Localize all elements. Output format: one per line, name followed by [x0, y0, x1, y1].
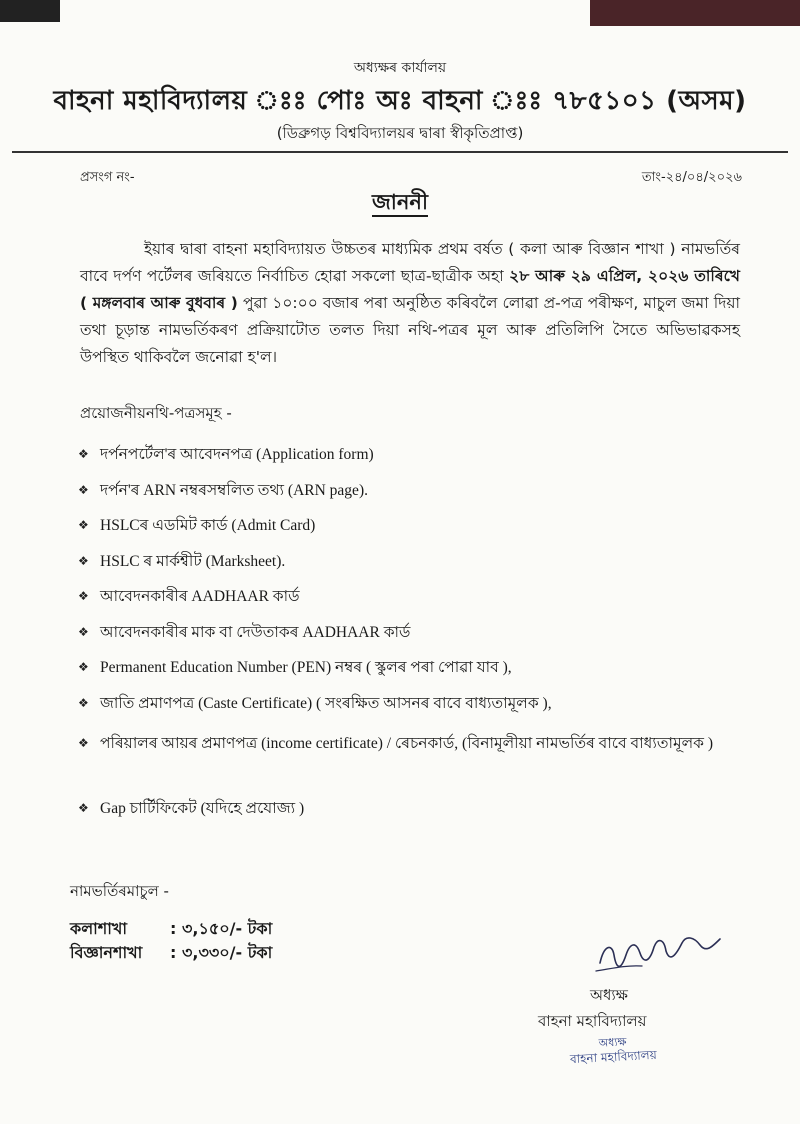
fee-label-arts: কলাশাখা: [70, 919, 128, 938]
documents-list: [78, 442, 778, 832]
document-item-text: HSLCৰ এডমিট কাৰ্ড (Admit Card): [100, 517, 316, 534]
document-item-text: আবেদনকাৰীৰ মাক বা দেউতাকৰ AADHAAR কাৰ্ড: [100, 623, 411, 641]
list-item: [78, 442, 778, 478]
affiliation-line: (ডিব্ৰুগড় বিশ্ববিদ্যালয়ৰ দ্বাৰা স্বীকৃতিপ্ৰাপ্ত): [276, 124, 524, 142]
reference-number: প্ৰসংগ নং-: [80, 170, 135, 185]
list-item: [78, 691, 778, 727]
documents-heading: প্ৰয়োজনীয়নথি-পত্ৰসমূহ -: [80, 404, 232, 422]
document-item-text: Permanent Education Number (PEN) নম্বৰ ( স্কুলৰ পৰা পোৱা যাব ),: [100, 659, 512, 676]
list-item: [78, 726, 760, 796]
list-item: [78, 584, 778, 620]
notice-title-text: জাননী: [372, 190, 428, 217]
notice-date: তাং-২৪/০৪/২০২৬: [641, 170, 742, 185]
diamond-bullet-icon: ❖: [78, 801, 89, 815]
list-item: [78, 620, 778, 656]
list-item: [78, 796, 778, 832]
fee-label-science: বিজ্ঞানশাখা: [70, 943, 143, 962]
list-item: [78, 513, 778, 549]
notice-body: [80, 236, 740, 371]
signatory-title: অধ্যক্ষ: [590, 986, 628, 1004]
document-item-text: দৰ্পনপৰ্টেল'ৰ আবেদনপত্ৰ (Application form): [100, 446, 374, 463]
list-item: [78, 549, 778, 585]
header-divider: [12, 151, 788, 153]
signatory-college: বাহনা মহাবিদ্যালয়: [538, 1012, 647, 1030]
fee-amount-arts: : ৩,১৫০/- টকা: [170, 919, 273, 938]
fee-row-science: [70, 940, 272, 967]
photo-edge-dark: [0, 0, 60, 22]
document-item-text: পৰিয়ালৰ আয়ৰ প্ৰমাণপত্ৰ (income certificate) / ৰেচনকাৰ্ড, (বিনামূলীয়া নামভৰ্তিৰ বাবে বাধ্যতামূলক ): [100, 735, 714, 752]
diamond-bullet-icon: ❖: [78, 482, 89, 497]
office-label: অধ্যক্ষৰ কাৰ্যালয়: [353, 60, 447, 76]
photo-edge-background: [590, 0, 800, 26]
document-item-text: দৰ্পন'ৰ ARN নম্বৰসম্বলিত তথ্য (ARN page).: [100, 481, 368, 499]
fee-amount-science: : ৩,৩৩০/- টকা: [170, 943, 273, 962]
diamond-bullet-icon: ❖: [78, 624, 89, 639]
diamond-bullet-icon: ❖: [78, 447, 89, 461]
document-item-text: জাতি প্ৰমাণপত্ৰ (Caste Certificate) ( সংৰক্ষিত আসনৰ বাবে বাধ্যতামূলক ),: [100, 694, 552, 712]
stamp-line-2: বাহনা মহাবিদ্যালয়: [569, 1047, 658, 1067]
college-letterhead: বাহনা মহাবিদ্যালয় ঃঃ পোঃ অঃ বাহনা ঃঃ ৭৮৫১০১ (অসম): [53, 86, 747, 116]
notice-body-dates: ২৮ আৰু ২৯ এপ্ৰিল, ২০২৬ তাৰিখে ( মঙ্গলবাৰ আৰু বুধবাৰ ): [80, 267, 740, 312]
diamond-bullet-icon: ❖: [78, 660, 89, 674]
diamond-bullet-icon: ❖: [78, 589, 89, 603]
diamond-bullet-icon: ❖: [78, 695, 89, 710]
stamp-line-1: অধ্যক্ষ: [598, 1035, 627, 1050]
diamond-bullet-icon: ❖: [78, 518, 89, 532]
notice-body-part2: পুৱা ১০:০০ বজাৰ পৰা অনুষ্ঠিত কৰিবলৈ লোৱা প্ৰ-পত্ৰ পৰীক্ষণ, মাচুল জমা দিয়া তথা চূড়ান্ত নামভৰ্তিকৰণ প্ৰক্ৰিয়াটোত তলত দিয়া নথি-পত্ৰৰ মূল আৰু প্ৰতিলিপি সৈতে অভিভাৱকসহ উপস্থিত থাকিবলৈ জনোৱা হ'ল।: [80, 294, 740, 366]
document-item-text: HSLC ৰ মাৰ্কশ্বীট (Marksheet).: [100, 552, 286, 570]
fee-row-arts: [70, 916, 272, 943]
diamond-bullet-icon: ❖: [78, 553, 89, 568]
official-stamp: [557, 1032, 668, 1068]
principal-signature: [590, 925, 730, 980]
document-item-text: আবেদনকাৰীৰ AADHAAR কাৰ্ড: [100, 588, 300, 605]
fees-heading: নামভৰ্তিৰমাচুল -: [70, 882, 169, 900]
list-item: [78, 655, 778, 691]
notice-body-part1: ইয়াৰ দ্বাৰা বাহনা মহাবিদ্যায়ত উচ্চতৰ মাধ্যমিক প্ৰথম বৰ্ষত ( কলা আৰু বিজ্ঞান শাখা ) নামভৰ্তিৰ বাবে দৰ্পণ পৰ্টেলৰ জৰিয়তে নিৰ্বাচিত হোৱা সকলো ছাত্ৰ-ছাত্ৰীক অহা: [80, 240, 740, 285]
diamond-bullet-icon: ❖: [78, 736, 89, 750]
document-item-text: Gap চাৰ্টিফিকেট (যদিহে প্ৰযোজ্য ): [100, 800, 305, 817]
list-item: [78, 478, 778, 514]
notice-title: [0, 186, 800, 221]
